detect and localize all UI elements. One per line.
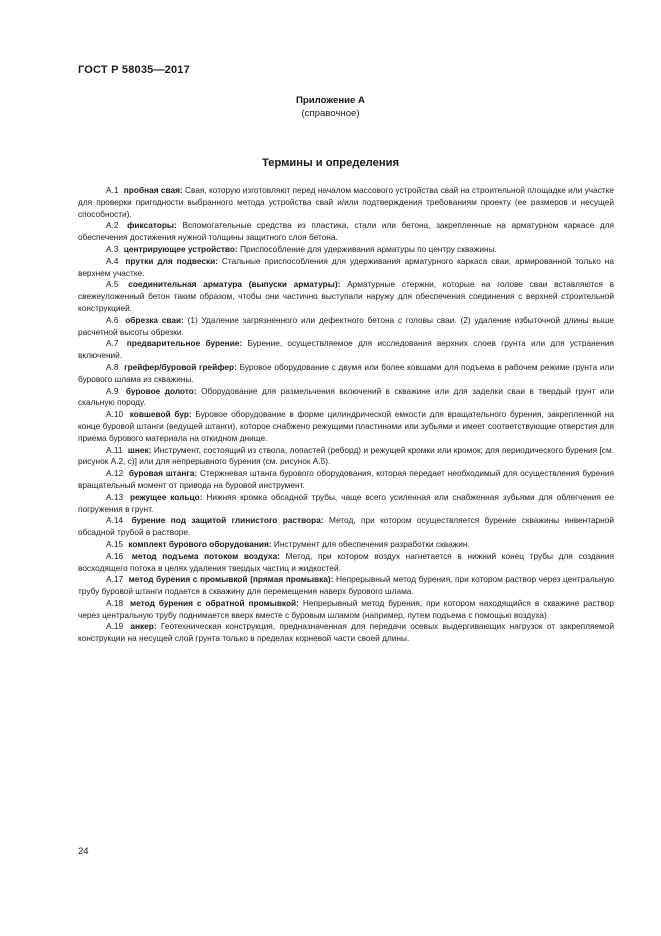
term-entry [78, 244, 614, 256]
term-definition: Непрерывный метод бурения, при котором раствор через центральную трубу буровой штанги подается в скважину для перемещения наверх бурового шлама. [78, 574, 614, 597]
term-definition: Вспомогательные средства из пластика, стали или бетона, закрепленные на арматурном каркасе для обеспечения достижения нужной толщины защитного слоя бетона. [78, 220, 615, 243]
term-name: предварительное бурение: [126, 338, 243, 349]
term-entry [78, 338, 614, 362]
term-definition: Свая, которую изготовляют перед началом массового устройства свай на строительной площадке или участке для проверки пригодности выбранного метода устройства свай и/или подтверждения требованиям проекту (ее размеров и несущей способности). [78, 185, 614, 219]
term-definition: (1) Удаление загрязненного или дефектного бетона с головы сваи. (2) удаление избыточной длины выше расчетной высоты обрезки. [78, 314, 615, 337]
term-number: А.17 [106, 574, 124, 585]
term-definition: Метод, при котором воздух нагнетается в нижний конец трубы для создания восходящего потока в целях удаления твердых частиц и жидкостей. [78, 550, 614, 573]
term-name: буровое долото: [125, 385, 197, 396]
term-number: А.8 [106, 361, 119, 372]
term-entry [78, 279, 614, 314]
term-definition: Непрерывный метод бурения, при котором находящийся в скважине раствор через центральную трубу поднимается вверх вместе с буровым шламом (например, путем подъема с помощью воздуха). [78, 597, 614, 620]
term-name: метод бурения с промывкой (прямая промывка): [128, 574, 334, 585]
term-number: А.13 [106, 491, 124, 502]
term-entry [78, 185, 614, 220]
term-number: А.4 [106, 255, 119, 266]
term-name: соединительная арматура (выпуски арматуры): [128, 279, 341, 290]
term-name: шнек: [127, 444, 152, 455]
term-number: А.14 [106, 515, 124, 526]
term-number: А.18 [106, 597, 124, 608]
term-definition: Инструмент, состоящий из ствола, лопастей (реборд) и режущей кромки или кромок; для периодического бурения [см. рисунок А.2, с)] или для непрерывного бурения (см. рисунок А.5). [78, 444, 614, 467]
term-entry [78, 468, 614, 492]
term-entry [78, 574, 614, 598]
term-name: центрирующее устройство: [123, 243, 238, 254]
term-definition: Буровое оборудование в форме цилиндрической емкости для вращательного бурения, закрепленной на конце буровой штанги (ведущей штанги), которое снабжено режущими пластинами или зубьями и имеет соответствующие отверстия для приема бурового материала на откидном днище. [78, 409, 614, 443]
term-entry [78, 492, 614, 516]
term-number: А.1 [106, 185, 119, 195]
term-entry [78, 621, 614, 645]
term-number: А.6 [106, 314, 119, 325]
term-name: прутки для подвески: [125, 255, 218, 266]
term-number: А.9 [106, 385, 119, 396]
term-definition: Оборудование для размельчения включений в скважине или для заделки сваи в твердый грунт или скальную породу. [78, 385, 614, 408]
term-entry [78, 551, 614, 575]
term-number: А.16 [106, 550, 124, 561]
term-entry [78, 386, 614, 410]
term-entry [78, 409, 614, 444]
term-definition: Стержневая штанга бурового оборудования, которая передает необходимый для осуществления бурения вращательный момент от привода на буровой инструмент. [78, 468, 614, 490]
term-name: режущее кольцо: [130, 491, 203, 502]
term-name: буровая штанга: [128, 468, 198, 479]
term-number: А.3 [106, 243, 119, 254]
annex-heading [0, 94, 661, 120]
term-number: А.12 [106, 468, 124, 479]
term-name: комплект бурового оборудования: [128, 538, 272, 549]
term-number: А.7 [106, 338, 119, 349]
term-entry [78, 220, 614, 244]
term-number: А.5 [106, 279, 119, 290]
term-number: А.11 [106, 444, 123, 455]
term-name: грейфер/буровой грейфер: [124, 361, 237, 372]
term-name: метод подъема потоком воздуха: [131, 550, 281, 561]
annex-subtitle: (справочное) [301, 108, 360, 119]
section-title: Термины и определения [261, 157, 400, 169]
term-definition: Приспособление для удерживания арматуры по центру скважины. [240, 243, 497, 254]
term-entry [78, 445, 614, 469]
term-entry [78, 362, 614, 386]
term-entry [78, 598, 614, 622]
annex-title: Приложение А [296, 95, 365, 106]
term-definition: Метод, при котором осуществляется бурение скважины инвентарной обсадной трубой в растворе. [78, 515, 615, 538]
term-name: метод бурения с обратной промывкой: [130, 597, 299, 608]
term-name: анкер: [130, 621, 157, 632]
term-name: обрезка сваи: [125, 314, 184, 325]
term-definition: Стальные приспособления для удерживания арматурного каркаса сваи, армированной только на верхнем участке. [78, 255, 614, 278]
term-name: пробная свая: [123, 185, 183, 195]
term-name: бурение под защитой глинистого раствора: [131, 515, 324, 526]
term-number: А.15 [106, 538, 124, 549]
term-entry [78, 539, 614, 551]
term-number: А.19 [106, 621, 124, 632]
term-definition: Бурение, осуществляемое для исследования верхних слоев грунта или для устранения включений. [78, 338, 614, 361]
document-code: ГОСТ Р 58035—2017 [78, 64, 190, 76]
term-name: фиксаторы: [127, 220, 177, 231]
term-number: А.2 [106, 220, 119, 231]
terms-list [78, 185, 614, 645]
page-number: 24 [78, 846, 89, 857]
term-definition: Инструмент для обеспечения разработки скважин. [273, 538, 470, 549]
term-name: ковшевой бур: [129, 409, 192, 420]
term-entry [78, 515, 614, 539]
term-definition: Буровое оборудование с двумя или более ковшами для подъема в рабочем режиме грунта или бурового шлама из скважины. [78, 361, 614, 384]
term-definition: Геотехническая конструкция, предназначенная для передачи осевых выдергивающих нагрузок от закрепляемой конструкции на несущей слой грунта только в пределах корневой части своей длины. [78, 621, 614, 644]
term-entry [78, 315, 614, 339]
term-entry [78, 256, 614, 280]
term-definition: Арматурные стержни, которые на голове сваи вставляются в свежеуложенный бетон таким образом, чтобы они частично выступали наружу для обеспечения соединения с верхней строительной конструкцией. [78, 279, 615, 313]
term-definition: Нижняя кромка обсадной трубы, чаще всего усиленная или снабженная зубьями для облегчения ее погружения в грунт. [78, 491, 614, 514]
term-number: А.10 [106, 409, 124, 420]
